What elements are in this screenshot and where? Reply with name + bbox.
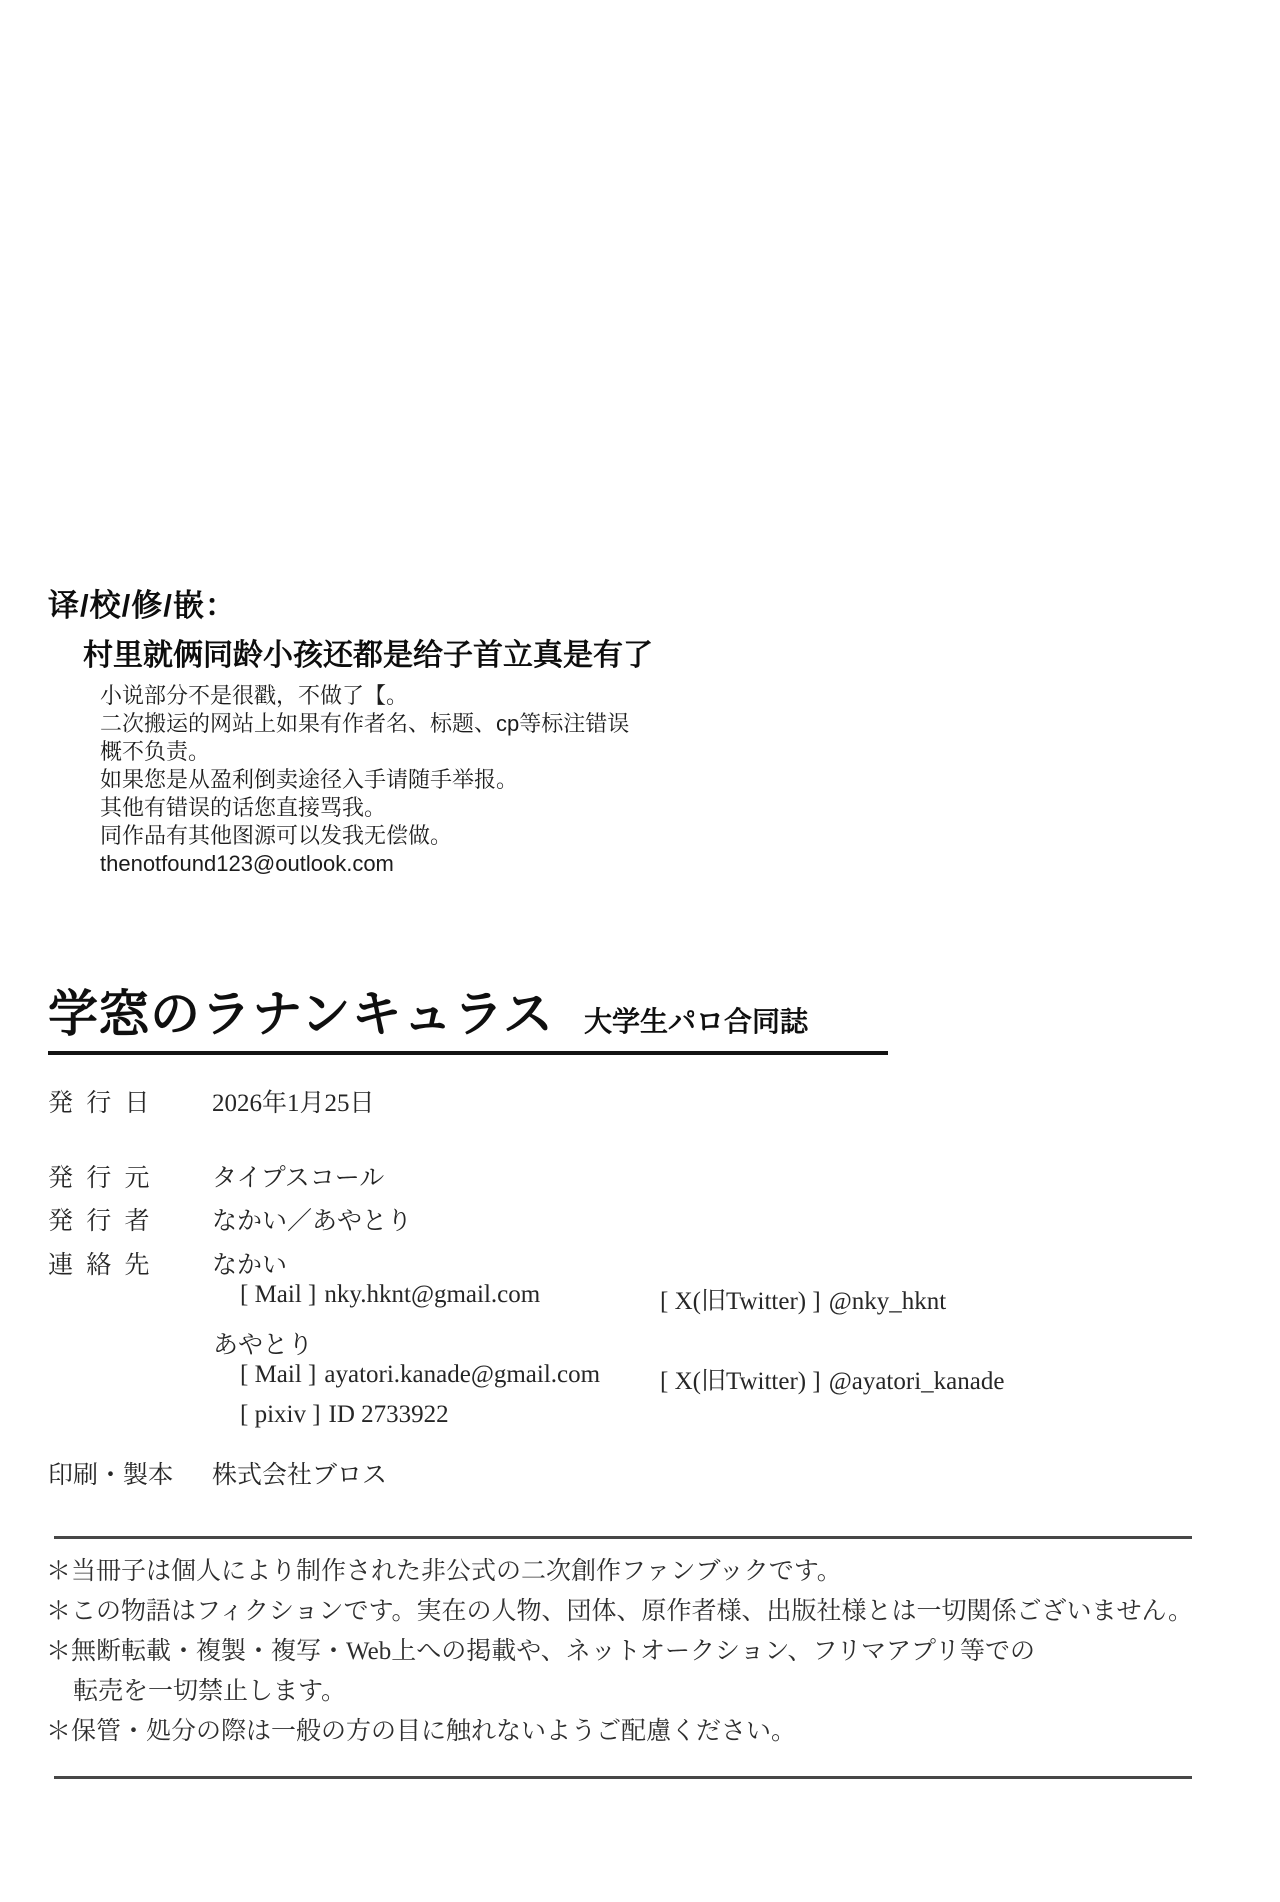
contact-1-mail-value: nky.hknt@gmail.com (324, 1281, 541, 1308)
disclaimer-line: ＊この物語はフィクションです。実在の人物、団体、原作者様、出版社様とは一切関係ございません。 (46, 1598, 1194, 1625)
book-subtitle: 大学生パロ合同誌 (584, 1006, 809, 1037)
title-underline (48, 1051, 888, 1055)
disclaimer-line: ＊当冊子は個人により制作された非公式の二次創作ファンブックです。 (46, 1558, 842, 1585)
contact-1-x (660, 1281, 946, 1317)
row-publisher (48, 1158, 384, 1194)
contact-2-pixiv (240, 1401, 449, 1429)
contact-2-x-handle: @ayatori_kanade (828, 1368, 1005, 1395)
title-block (48, 984, 888, 1055)
contact-label: 連 絡 先 (48, 1252, 150, 1279)
translator-note-heading: 译/校/修/嵌： (48, 588, 237, 623)
issuer-value: なかい／あやとり (212, 1208, 413, 1235)
publisher-value: タイプスコール (212, 1165, 385, 1192)
contact-2-mail (240, 1361, 600, 1389)
translator-note (48, 588, 653, 878)
contact-2-mail-value: ayatori.kanade@gmail.com (324, 1361, 601, 1388)
mail-bracket-label: [ Mail ] (240, 1281, 317, 1308)
contact-name-2 (213, 1325, 313, 1361)
contact-2-x (660, 1361, 1004, 1397)
book-title: 学窓のラナンキュラス (48, 986, 554, 1042)
disclaimer-top-rule (54, 1536, 1192, 1539)
row-contact (48, 1245, 287, 1281)
contact-name-1: なかい (212, 1252, 288, 1279)
note-line: 概不负责。 (100, 739, 211, 765)
note-line: 同作品有其他图源可以发我无偿做。 (100, 823, 453, 849)
translator-email: thenotfound123@outlook.com (100, 851, 394, 877)
publish-date-label: 発 行 日 (48, 1090, 150, 1117)
disclaimer-line-continuation: 転売を一切禁止します。 (73, 1678, 347, 1705)
x-bracket-label: [ X(旧Twitter) ] (660, 1288, 821, 1315)
pixiv-bracket-label: [ pixiv ] (240, 1401, 321, 1428)
note-line: 二次搬运的网站上如果有作者名、标题、cp等标注错误 (100, 711, 630, 737)
contact-2-pixiv-id: ID 2733922 (328, 1401, 449, 1428)
row-printing (48, 1455, 387, 1491)
printing-value: 株式会社ブロス (212, 1462, 388, 1489)
publisher-label: 発 行 元 (48, 1165, 150, 1192)
note-line: 如果您是从盈利倒卖途径入手请随手举报。 (100, 767, 519, 793)
issuer-label: 発 行 者 (48, 1208, 150, 1235)
translator-note-lines (100, 682, 653, 878)
row-publish-date (48, 1083, 375, 1119)
contact-2-name-text: あやとり (213, 1332, 314, 1359)
contact-1-mail (240, 1281, 540, 1309)
disclaimer-line: ＊保管・処分の際は一般の方の目に触れないようご配慮ください。 (46, 1718, 797, 1745)
disclaimer-bottom-rule (54, 1776, 1192, 1779)
contact-1-x-handle: @nky_hknt (828, 1288, 947, 1315)
translator-note-headline: 村里就俩同龄小孩还都是给子首立真是有了 (83, 638, 653, 672)
mail-bracket-label: [ Mail ] (240, 1361, 317, 1388)
note-line: 小说部分不是很戳，不做了【。 (100, 683, 409, 709)
row-issuer (48, 1201, 412, 1237)
disclaimer-block (46, 1552, 1193, 1752)
x-bracket-label: [ X(旧Twitter) ] (660, 1368, 821, 1395)
note-line: 其他有错误的话您直接骂我。 (100, 795, 387, 821)
printing-label: 印刷・製本 (48, 1462, 174, 1489)
disclaimer-line: ＊無断転載・複製・複写・Web上への掲載や、ネットオークション、フリマアプリ等での (46, 1638, 1035, 1665)
publish-date-value: 2026年1月25日 (212, 1090, 375, 1117)
